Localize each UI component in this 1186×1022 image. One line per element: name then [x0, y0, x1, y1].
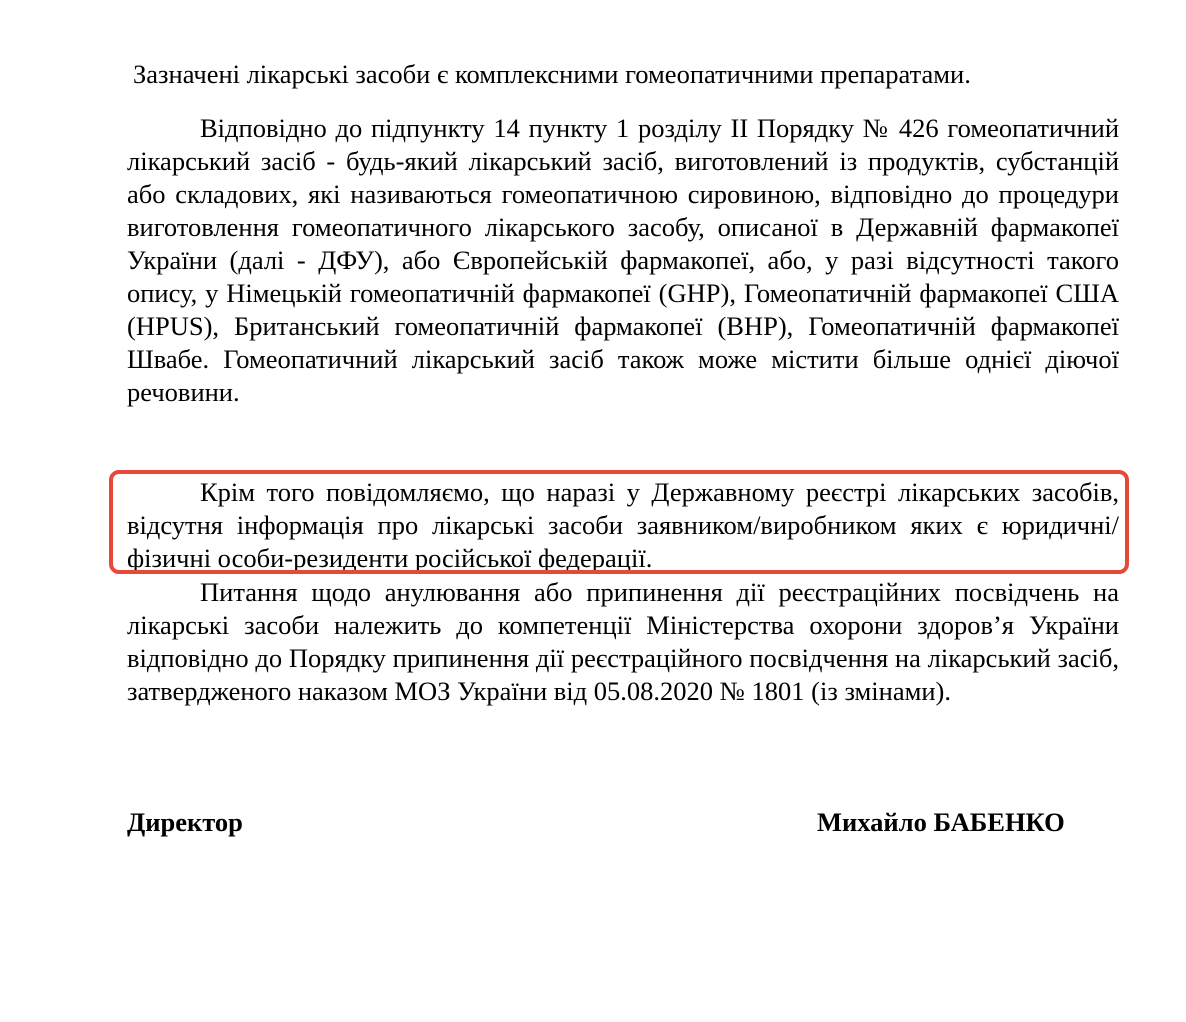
paragraph-definition: Відповідно до підпункту 14 пункту 1 розділу ІІ Порядку № 426 гомеопатичний лікарський засіб - будь-який лікарський засіб, виготовлений із продуктів, субстанцій або складових, які називаються гомеопатичною сировиною, відповідно до процедури виготовлення гомеопатичного лікарського засобу, описаної в Державній фармакопеї України (далі - ДФУ), або Європейській фармакопеї, або, у разі відсутності такого опису, у Німецькій гомеопатичній фармакопеї (GHP), Гомеопатичній фармакопеї США (HPUS), Британський гомеопатичній фармакопеї (BHP), Гомеопатичній фармакопеї Швабе. Гомеопатичний лікарський засіб також може містити більше однієї діючої речовини.: [127, 113, 1119, 407]
intro-paragraph: Зазначені лікарські засоби є комплексними гомеопатичними препаратами.: [133, 59, 971, 89]
signature-name: Михайло БАБЕНКО: [817, 807, 1065, 837]
paragraph-registry-notice: Крім того повідомляємо, що наразі у Державному реєстрі лікарських засобів, відсутня інформація про лікарські засоби заявником/виробником яких є юридичні/фізичні особи-резиденти російської федерації.: [127, 477, 1119, 573]
highlight-annotation-box: [109, 470, 1129, 574]
paragraph-competence: Питання щодо анулювання або припинення дії реєстраційних посвідчень на лікарські засоби належить до компетенції Міністерства охорони здоров’я України відповідно до Порядку припинення дії реєстраційного посвідчення на лікарський засіб, затвердженого наказом МОЗ України від 05.08.2020 № 1801 (із змінами).: [127, 577, 1119, 706]
signature-role: Директор: [127, 807, 243, 837]
